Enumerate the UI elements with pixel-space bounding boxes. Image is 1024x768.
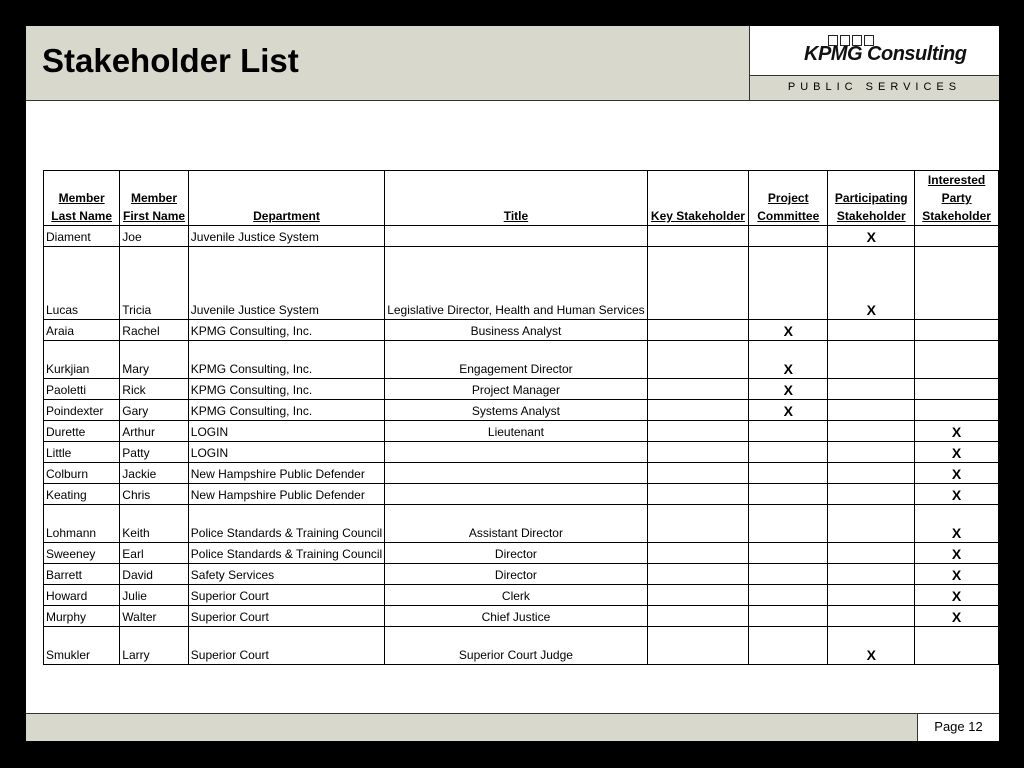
cell-project-committee [749, 627, 828, 665]
cell-project-committee [749, 442, 828, 463]
stakeholder-table [43, 170, 999, 665]
cell-project-committee: X [749, 400, 828, 421]
header-band [26, 26, 750, 101]
cell-participating-stakeholder [828, 484, 915, 505]
table-row [44, 379, 999, 400]
cell-first-name: Rachel [120, 320, 188, 341]
header-row [44, 171, 999, 226]
column-header: Member Last Name [44, 171, 120, 226]
cell-first-name: Patty [120, 442, 188, 463]
cell-department: KPMG Consulting, Inc. [188, 400, 384, 421]
column-header: Interested Party Stakeholder [915, 171, 999, 226]
cell-project-committee [749, 585, 828, 606]
cell-title [385, 484, 647, 505]
cell-key-stakeholder [647, 543, 749, 564]
table-row [44, 484, 999, 505]
cell-title [385, 226, 647, 247]
table-row [44, 320, 999, 341]
cell-participating-stakeholder [828, 564, 915, 585]
column-header: Member First Name [120, 171, 188, 226]
cell-last-name: Araia [44, 320, 120, 341]
cell-participating-stakeholder [828, 543, 915, 564]
cell-first-name: Walter [120, 606, 188, 627]
cell-participating-stakeholder [828, 320, 915, 341]
cell-project-committee: X [749, 341, 828, 379]
cell-first-name: Jackie [120, 463, 188, 484]
cell-last-name: Murphy [44, 606, 120, 627]
cell-title: Director [385, 543, 647, 564]
cell-key-stakeholder [647, 226, 749, 247]
cell-key-stakeholder [647, 484, 749, 505]
page-number: Page 12 [917, 713, 999, 741]
page-title: Stakeholder List [42, 42, 299, 79]
cell-first-name: Mary [120, 341, 188, 379]
cell-interested-party: X [915, 585, 999, 606]
cell-interested-party [915, 400, 999, 421]
cell-title: Director [385, 564, 647, 585]
cell-interested-party [915, 627, 999, 665]
column-header: Participating Stakeholder [828, 171, 915, 226]
cell-participating-stakeholder [828, 585, 915, 606]
table-row [44, 606, 999, 627]
cell-participating-stakeholder [828, 463, 915, 484]
cell-key-stakeholder [647, 341, 749, 379]
cell-key-stakeholder [647, 400, 749, 421]
cell-last-name: Lucas [44, 247, 120, 320]
cell-project-committee [749, 226, 828, 247]
cell-first-name: Rick [120, 379, 188, 400]
cell-department: Juvenile Justice System [188, 247, 384, 320]
cell-department: Police Standards & Training Council [188, 543, 384, 564]
cell-first-name: Gary [120, 400, 188, 421]
cell-department: Juvenile Justice System [188, 226, 384, 247]
cell-participating-stakeholder [828, 606, 915, 627]
cell-key-stakeholder [647, 320, 749, 341]
cell-key-stakeholder [647, 463, 749, 484]
cell-key-stakeholder [647, 564, 749, 585]
table-row [44, 247, 999, 320]
subtitle: PUBLIC SERVICES [787, 81, 962, 93]
cell-interested-party [915, 379, 999, 400]
table-row [44, 442, 999, 463]
table-row [44, 627, 999, 665]
cell-title: Superior Court Judge [385, 627, 647, 665]
cell-interested-party [915, 226, 999, 247]
column-header: Project Committee [749, 171, 828, 226]
cell-title: Engagement Director [385, 341, 647, 379]
table-row [44, 421, 999, 442]
cell-last-name: Diament [44, 226, 120, 247]
cell-project-committee [749, 421, 828, 442]
cell-title: Systems Analyst [385, 400, 647, 421]
cell-participating-stakeholder: X [828, 226, 915, 247]
cell-interested-party [915, 320, 999, 341]
cell-interested-party: X [915, 463, 999, 484]
footer-band [26, 713, 917, 741]
table-row [44, 585, 999, 606]
cell-last-name: Howard [44, 585, 120, 606]
cell-title [385, 463, 647, 484]
cell-title: Project Manager [385, 379, 647, 400]
table-row [44, 505, 999, 543]
cell-key-stakeholder [647, 505, 749, 543]
cell-key-stakeholder [647, 379, 749, 400]
cell-project-committee [749, 606, 828, 627]
cell-department: LOGIN [188, 442, 384, 463]
cell-department: LOGIN [188, 421, 384, 442]
cell-department: Police Standards & Training Council [188, 505, 384, 543]
cell-first-name: Chris [120, 484, 188, 505]
cell-first-name: Tricia [120, 247, 188, 320]
table-row [44, 564, 999, 585]
column-header: Key Stakeholder [647, 171, 749, 226]
cell-interested-party [915, 247, 999, 320]
cell-key-stakeholder [647, 421, 749, 442]
cell-project-committee [749, 463, 828, 484]
cell-department: Superior Court [188, 585, 384, 606]
cell-department: New Hampshire Public Defender [188, 484, 384, 505]
cell-first-name: Julie [120, 585, 188, 606]
cell-key-stakeholder [647, 442, 749, 463]
cell-interested-party: X [915, 442, 999, 463]
cell-last-name: Durette [44, 421, 120, 442]
logo-box [750, 26, 999, 76]
cell-last-name: Poindexter [44, 400, 120, 421]
cell-project-committee [749, 247, 828, 320]
cell-participating-stakeholder [828, 379, 915, 400]
cell-title: Business Analyst [385, 320, 647, 341]
table-row [44, 400, 999, 421]
cell-project-committee [749, 484, 828, 505]
subtitle-box [750, 76, 999, 101]
cell-participating-stakeholder [828, 505, 915, 543]
cell-participating-stakeholder [828, 442, 915, 463]
cell-project-committee: X [749, 320, 828, 341]
cell-title: Clerk [385, 585, 647, 606]
table-row [44, 543, 999, 564]
table-row [44, 341, 999, 379]
cell-last-name: Paoletti [44, 379, 120, 400]
cell-department: Superior Court [188, 606, 384, 627]
cell-interested-party: X [915, 606, 999, 627]
cell-first-name: Larry [120, 627, 188, 665]
column-header: Department [188, 171, 384, 226]
cell-title: Assistant Director [385, 505, 647, 543]
cell-interested-party: X [915, 543, 999, 564]
cell-first-name: Joe [120, 226, 188, 247]
cell-last-name: Colburn [44, 463, 120, 484]
cell-key-stakeholder [647, 627, 749, 665]
table-row [44, 226, 999, 247]
column-header: Title [385, 171, 647, 226]
cell-department: Safety Services [188, 564, 384, 585]
cell-first-name: Arthur [120, 421, 188, 442]
cell-department: New Hampshire Public Defender [188, 463, 384, 484]
cell-last-name: Barrett [44, 564, 120, 585]
cell-last-name: Kurkjian [44, 341, 120, 379]
cell-project-committee [749, 505, 828, 543]
table-row [44, 463, 999, 484]
cell-title: Chief Justice [385, 606, 647, 627]
cell-first-name: Earl [120, 543, 188, 564]
cell-participating-stakeholder: X [828, 247, 915, 320]
cell-participating-stakeholder [828, 400, 915, 421]
cell-interested-party: X [915, 564, 999, 585]
cell-last-name: Smukler [44, 627, 120, 665]
cell-last-name: Lohmann [44, 505, 120, 543]
cell-participating-stakeholder [828, 421, 915, 442]
cell-title: Legislative Director, Health and Human Services [385, 247, 647, 320]
cell-first-name: Keith [120, 505, 188, 543]
cell-title [385, 442, 647, 463]
cell-project-committee: X [749, 379, 828, 400]
cell-participating-stakeholder [828, 341, 915, 379]
cell-interested-party: X [915, 505, 999, 543]
cell-participating-stakeholder: X [828, 627, 915, 665]
cell-project-committee [749, 543, 828, 564]
cell-key-stakeholder [647, 585, 749, 606]
cell-first-name: David [120, 564, 188, 585]
cell-project-committee [749, 564, 828, 585]
cell-department: KPMG Consulting, Inc. [188, 341, 384, 379]
cell-interested-party [915, 341, 999, 379]
cell-interested-party: X [915, 421, 999, 442]
cell-last-name: Keating [44, 484, 120, 505]
cell-last-name: Sweeney [44, 543, 120, 564]
slide [26, 26, 999, 741]
cell-interested-party: X [915, 484, 999, 505]
cell-department: Superior Court [188, 627, 384, 665]
cell-key-stakeholder [647, 606, 749, 627]
cell-key-stakeholder [647, 247, 749, 320]
cell-department: KPMG Consulting, Inc. [188, 379, 384, 400]
cell-last-name: Little [44, 442, 120, 463]
cell-department: KPMG Consulting, Inc. [188, 320, 384, 341]
logo-text: KPMG Consulting [804, 43, 967, 65]
cell-title: Lieutenant [385, 421, 647, 442]
